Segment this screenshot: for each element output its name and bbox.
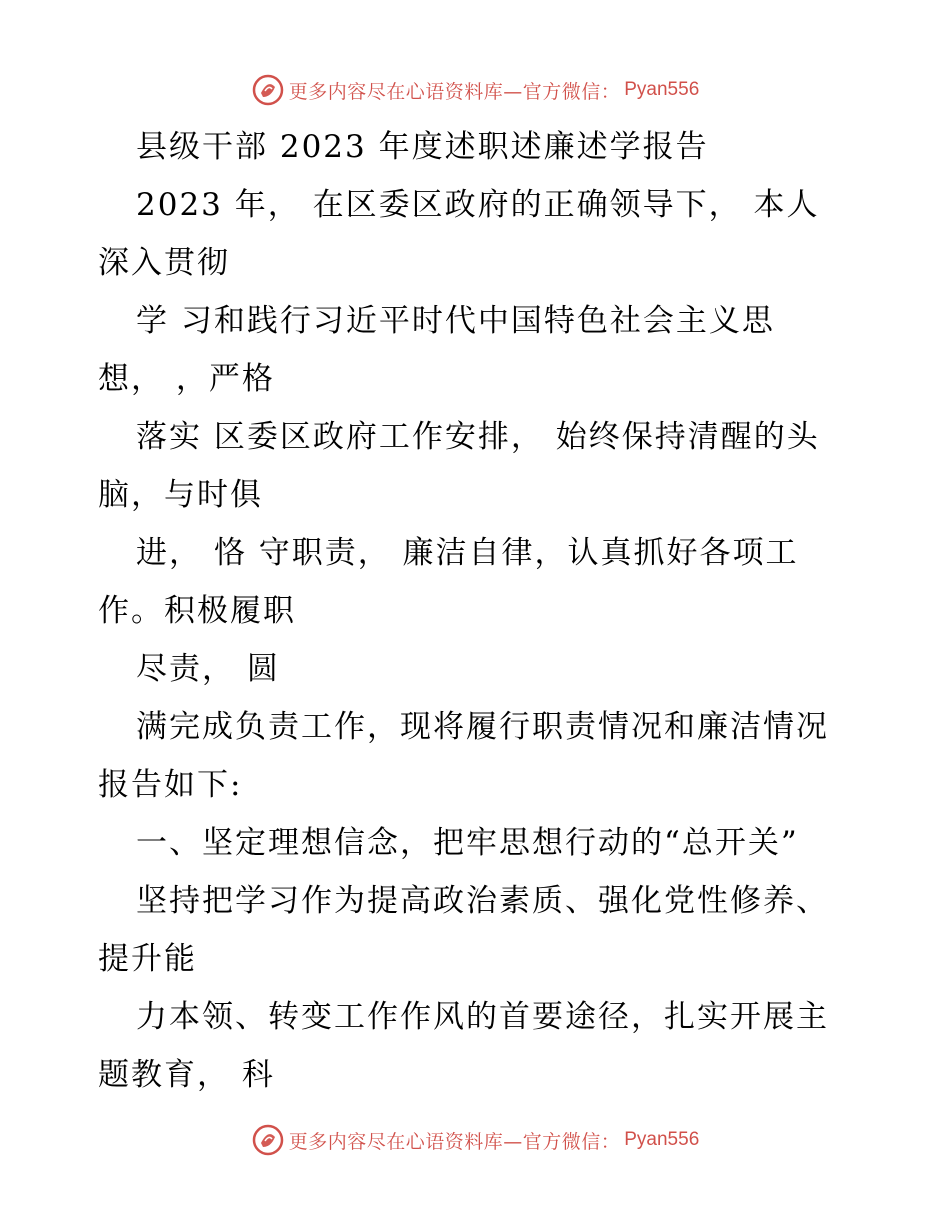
text-line: 坚持把学习作为提高政治素质、强化党性修养、	[136, 883, 829, 919]
text-line: 满完成负责工作，现将履行职责情况和廉洁情况	[136, 709, 829, 745]
watermark-handle: Pyan556	[624, 79, 700, 100]
document-body	[98, 118, 858, 1104]
text-line: 2023 年， 在区委区政府的正确领导下， 本人	[136, 187, 820, 223]
text-line: 落实 区委区政府工作安排， 始终保持清醒的头	[136, 419, 820, 455]
text-line: 脑，与时俱	[98, 477, 263, 513]
text-line: 报告如下:	[98, 767, 243, 803]
watermark-text: 更多内容尽在心语资料库—官方微信：	[288, 1130, 621, 1153]
text-line: 尽责， 圆	[136, 651, 280, 687]
section-heading: 一、坚定理想信念，把牢思想行动的“总开关”	[136, 825, 799, 861]
text-line: 学 习和践行习近平时代中国特色社会主义思	[136, 303, 775, 339]
watermark-footer	[0, 1120, 950, 1160]
text-line: 想， ，严格	[98, 361, 275, 397]
text-line: 提升能	[98, 941, 197, 977]
text-line: 题教育， 科	[98, 1057, 275, 1093]
text-line: 力本领、转变工作作风的首要途径，扎实开展主	[136, 999, 829, 1035]
watermark-handle: Pyan556	[624, 1129, 700, 1150]
watermark-text: 更多内容尽在心语资料库—官方微信：	[288, 80, 621, 103]
flower-seal-icon	[251, 73, 285, 107]
text-line: 作。积极履职	[98, 593, 296, 629]
text-line: 进， 恪 守职责， 廉洁自律，认真抓好各项工	[136, 535, 799, 571]
watermark-header	[0, 70, 950, 110]
document-title: 县级干部 2023 年度述职述廉述学报告	[136, 129, 709, 165]
text-line: 深入贯彻	[98, 245, 230, 281]
flower-seal-icon	[251, 1123, 285, 1157]
